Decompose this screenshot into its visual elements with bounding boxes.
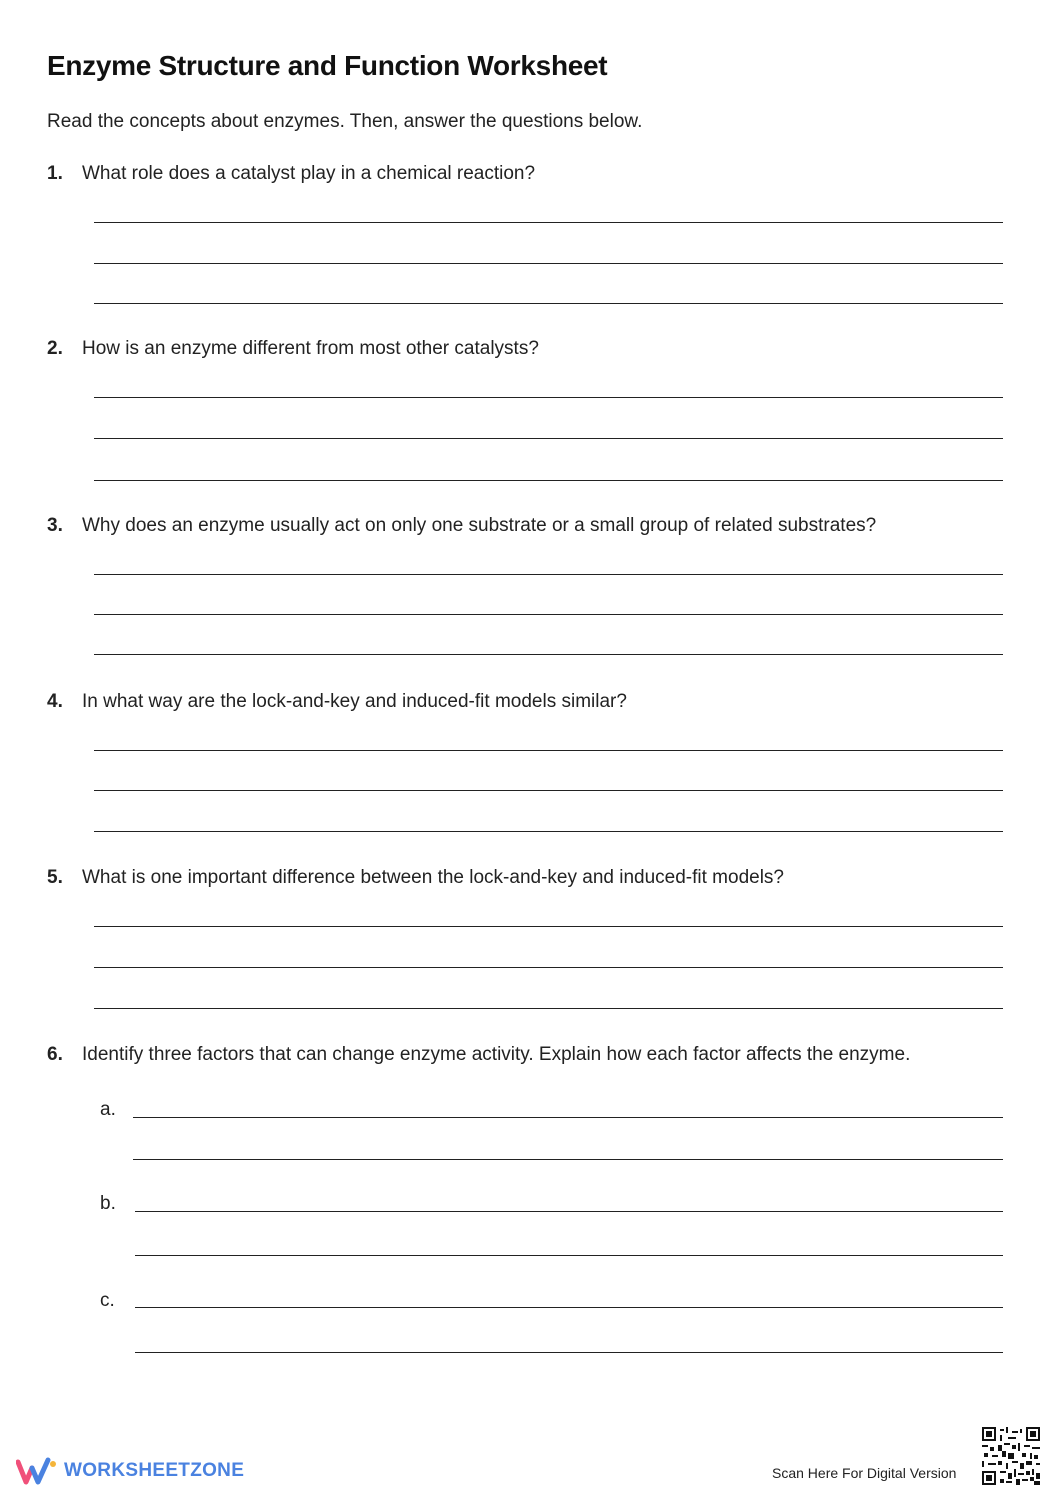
question-3 — [47, 515, 876, 537]
answer-line[interactable] — [94, 1008, 1003, 1009]
question-number: 6. — [47, 1044, 63, 1065]
answer-line[interactable] — [135, 1211, 1003, 1212]
worksheetzone-logo-icon — [16, 1456, 58, 1486]
question-number: 4. — [47, 691, 63, 712]
answer-line[interactable] — [135, 1255, 1003, 1256]
question-number: 5. — [47, 867, 63, 888]
answer-line[interactable] — [94, 831, 1003, 832]
answer-line[interactable] — [94, 614, 1003, 615]
sub-label-a: a. — [100, 1099, 116, 1120]
qr-code-icon[interactable] — [982, 1427, 1040, 1485]
question-text: Identify three factors that can change enzyme activity. Explain how each factor affects the enzyme. — [82, 1044, 911, 1065]
question-text: How is an enzyme different from most other catalysts? — [82, 338, 539, 359]
answer-line[interactable] — [94, 303, 1003, 304]
sub-label-b: b. — [100, 1193, 116, 1214]
question-6 — [47, 1044, 910, 1066]
answer-line[interactable] — [94, 480, 1003, 481]
answer-line[interactable] — [94, 574, 1003, 575]
question-4 — [47, 691, 627, 713]
sub-label-c: c. — [100, 1290, 115, 1311]
instructions: Read the concepts about enzymes. Then, answer the questions below. — [47, 111, 643, 132]
answer-line[interactable] — [133, 1117, 1003, 1118]
brand-name: WORKSHEETZONE — [64, 1460, 245, 1481]
answer-line[interactable] — [94, 926, 1003, 927]
answer-line[interactable] — [94, 750, 1003, 751]
worksheetzone-logo[interactable] — [16, 1455, 244, 1487]
question-5 — [47, 867, 784, 889]
question-number: 2. — [47, 338, 63, 359]
answer-line[interactable] — [94, 790, 1003, 791]
answer-line[interactable] — [94, 438, 1003, 439]
question-text: What is one important difference between the lock-and-key and induced-fit models? — [82, 867, 784, 888]
question-number: 3. — [47, 515, 63, 536]
worksheet-title: Enzyme Structure and Function Worksheet — [47, 50, 608, 81]
question-text: In what way are the lock-and-key and induced-fit models similar? — [82, 691, 627, 712]
answer-line[interactable] — [94, 397, 1003, 398]
question-text: What role does a catalyst play in a chemical reaction? — [82, 163, 536, 184]
question-1 — [47, 163, 535, 185]
answer-line[interactable] — [94, 654, 1003, 655]
answer-line[interactable] — [135, 1352, 1003, 1353]
question-text: Why does an enzyme usually act on only one substrate or a small group of related substrates? — [82, 515, 877, 536]
answer-line[interactable] — [94, 222, 1003, 223]
answer-line[interactable] — [94, 263, 1003, 264]
answer-line[interactable] — [133, 1159, 1003, 1160]
answer-line[interactable] — [94, 967, 1003, 968]
answer-line[interactable] — [135, 1307, 1003, 1308]
question-2 — [47, 338, 539, 360]
scan-text: Scan Here For Digital Version — [772, 1465, 957, 1481]
question-number: 1. — [47, 163, 63, 184]
